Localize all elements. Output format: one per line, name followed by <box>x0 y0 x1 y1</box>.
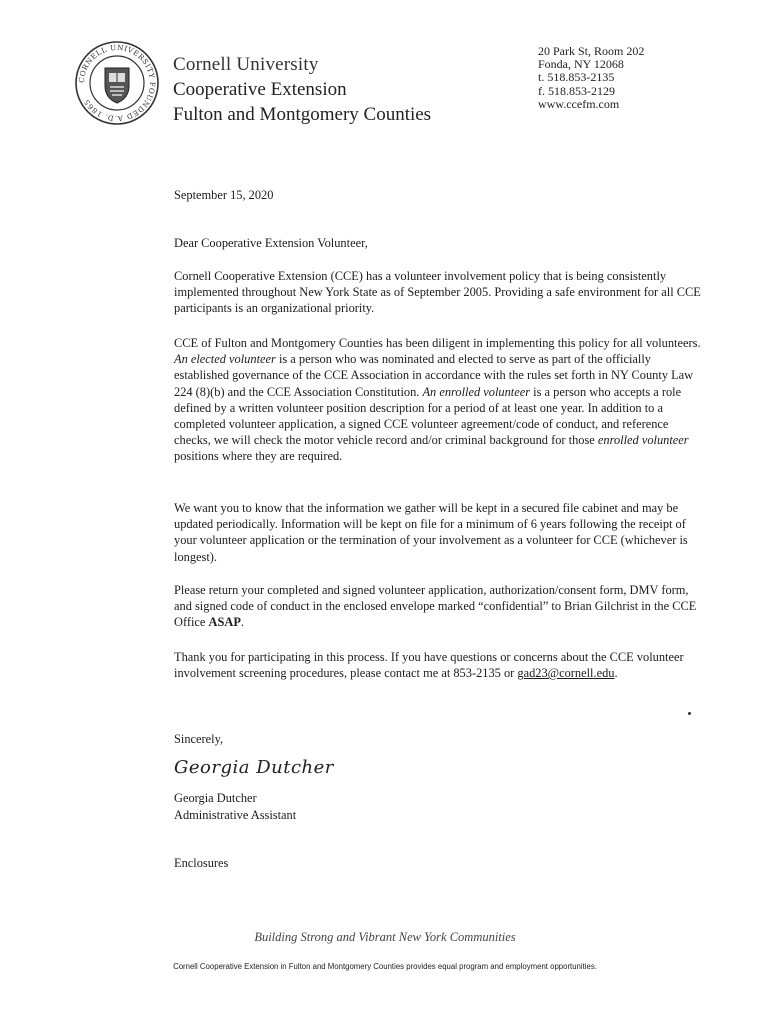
cornell-seal-logo <box>74 40 160 126</box>
handwritten-signature: Georgia Dutcher <box>174 757 334 778</box>
footer-tagline: Building Strong and Vibrant New York Communities <box>254 930 516 944</box>
email-link[interactable]: gad23@cornell.edu <box>517 666 615 681</box>
p2-enrolled-term: An enrolled volunteer <box>422 384 531 399</box>
p5-text-a: Thank you for participating in this process. If you have questions or concerns about the CCE volunteer involvement screening procedures, please contact me at 853-2135 or <box>174 650 684 681</box>
p2-text-c: is a person who accepts a role defined by a written volunteer position description for a period of at least one year. In addition to a completed volunteer application, a signed CCE volunteer agreement/code of conduct, and reference checks, we will check the motor vehicle record and/or criminal background for those <box>174 384 682 448</box>
org-line-extension: Cooperative Extension <box>173 79 347 100</box>
paragraph-policy: Cornell Cooperative Extension (CCE) has a volunteer involvement policy that is being consistently implemented throughout New York State as of September 2005. Providing a safe environment for all CCE participants is an organizational priority. <box>174 269 701 316</box>
p2-text-d: positions where they are required. <box>174 449 343 464</box>
seal-text: CORNELL UNIVERSITY FOUNDED A.D. 1865 <box>76 42 158 124</box>
p4-asap: ASAP <box>208 615 241 630</box>
stray-mark <box>688 712 691 715</box>
letter-closing: Sincerely, <box>174 732 224 746</box>
signer-title: Administrative Assistant <box>174 808 297 822</box>
paragraph-return <box>174 582 704 631</box>
enclosures-note: Enclosures <box>174 856 229 870</box>
p2-elected-term: An elected volunteer <box>174 352 276 367</box>
letter-date: September 15, 2020 <box>174 188 274 202</box>
signer-name: Georgia Dutcher <box>174 791 257 805</box>
paragraph-volunteers <box>174 335 704 465</box>
address-fax: f. 518.853-2129 <box>538 83 615 98</box>
p4-text-a: Please return your completed and signed volunteer application, authorization/consent form, DMV form, and signed code of conduct in the enclosed envelope marked “confidential” to Brian Gilchrist in the CCE Office <box>174 583 697 630</box>
org-line-counties: Fulton and Montgomery Counties <box>173 104 432 125</box>
paragraph-information: We want you to know that the information we gather will be kept in a secured file cabinet and may be updated periodically. Information will be kept on file for a minimum of 6 years following the receipt of your volunteer application or the termination of your involvement as a volunteer for CCE (whichever is longest). <box>174 501 688 564</box>
org-line-university: Cornell University <box>173 54 319 75</box>
address-phone: t. 518.853-2135 <box>538 70 615 85</box>
organization-name <box>173 52 431 127</box>
p2-enrolled-term-2: enrolled volunteer <box>597 433 689 448</box>
p2-text-a: CCE of Fulton and Montgomery Counties has been diligent in implementing this policy for all volunteers. <box>174 336 701 350</box>
address-city: Fonda, NY 12068 <box>538 57 624 72</box>
paragraph-thanks <box>174 649 704 681</box>
letter-salutation: Dear Cooperative Extension Volunteer, <box>174 236 368 250</box>
address-block <box>538 45 644 111</box>
address-website: www.ccefm.com <box>538 96 620 111</box>
footer-eeo-statement: Cornell Cooperative Extension in Fulton and Montgomery Counties provides equal program and employment opportunities. <box>173 962 597 971</box>
p2-text-b: is a person who was nominated and elected to serve as part of the officially established governance of the CCE Association in accordance with the rules set forth in NY County Law 224 (8)(b) and the CCE Association Constitution. <box>174 352 694 399</box>
p5-text-b: . <box>614 666 618 681</box>
p4-text-b: . <box>240 615 244 630</box>
address-street: 20 Park St, Room 202 <box>538 44 645 58</box>
